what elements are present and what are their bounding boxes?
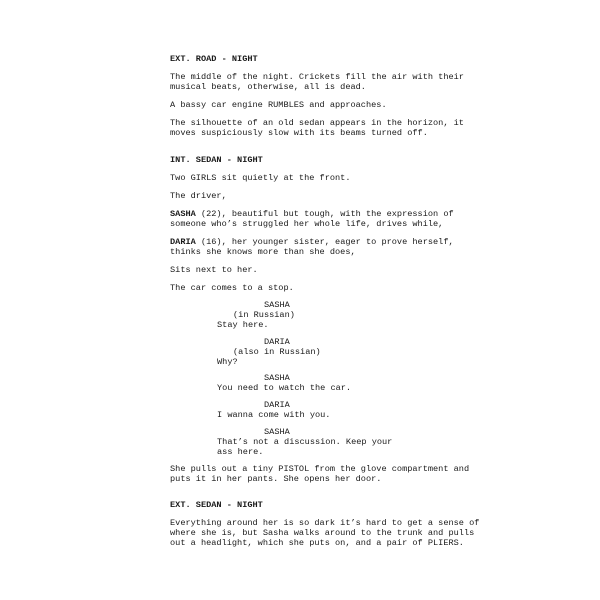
parenthetical: (also in Russian) bbox=[233, 347, 321, 357]
action-line: The driver, bbox=[170, 191, 227, 201]
dialogue-line: You need to watch the car. bbox=[217, 383, 352, 393]
dialogue-line: I wanna come with you. bbox=[217, 410, 331, 420]
action-line: Everything around her is so dark it’s hard to get a sense of bbox=[170, 518, 480, 528]
intro-text: (16), her younger sister, eager to prove herself, bbox=[195, 237, 454, 247]
action-line: A bassy car engine RUMBLES and approaches. bbox=[170, 100, 387, 110]
action-line: moves suspiciously slow with its beams turned off. bbox=[170, 128, 428, 138]
dialogue-character: DARIA bbox=[264, 400, 290, 410]
scene-heading: EXT. SEDAN - NIGHT bbox=[170, 500, 263, 510]
action-line: musical beats, otherwise, all is dead. bbox=[170, 82, 366, 92]
action-line: thinks she knows more than she does, bbox=[170, 247, 356, 257]
dialogue-line: Why? bbox=[217, 357, 238, 367]
scene-heading: INT. SEDAN - NIGHT bbox=[170, 155, 263, 165]
character-intro-line bbox=[170, 237, 454, 248]
dialogue-line: ass here. bbox=[217, 447, 264, 457]
dialogue-character: DARIA bbox=[264, 337, 290, 347]
action-line: puts it in her pants. She opens her door. bbox=[170, 474, 382, 484]
dialogue-line: That’s not a discussion. Keep your bbox=[217, 437, 393, 447]
action-line: out a headlight, which she puts on, and a pair of PLIERS. bbox=[170, 538, 464, 548]
dialogue-character: SASHA bbox=[264, 427, 290, 437]
parenthetical: (in Russian) bbox=[233, 310, 295, 320]
dialogue-character: SASHA bbox=[264, 373, 290, 383]
action-line: The middle of the night. Crickets fill the air with their bbox=[170, 72, 464, 82]
character-intro-line bbox=[170, 209, 454, 220]
action-line: Two GIRLS sit quietly at the front. bbox=[170, 173, 351, 183]
character-name: SASHA bbox=[170, 209, 196, 219]
scene-heading: EXT. ROAD - NIGHT bbox=[170, 54, 258, 64]
action-line: Sits next to her. bbox=[170, 265, 258, 275]
action-line: where she is, but Sasha walks around to the trunk and pulls bbox=[170, 528, 475, 538]
action-line: The car comes to a stop. bbox=[170, 283, 294, 293]
action-line: She pulls out a tiny PISTOL from the glove compartment and bbox=[170, 464, 470, 474]
action-line: someone who’s struggled her whole life, drives while, bbox=[170, 219, 444, 229]
action-line: The silhouette of an old sedan appears in the horizon, it bbox=[170, 118, 464, 128]
character-name: DARIA bbox=[170, 237, 196, 247]
intro-text: (22), beautiful but tough, with the expression of bbox=[195, 209, 454, 219]
dialogue-character: SASHA bbox=[264, 300, 290, 310]
dialogue-line: Stay here. bbox=[217, 320, 269, 330]
